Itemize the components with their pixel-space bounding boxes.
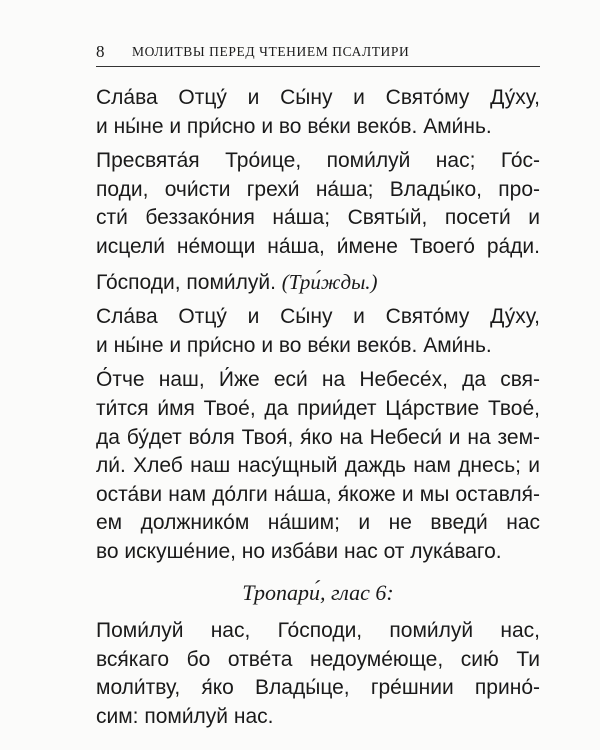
- text-line: [96, 268, 540, 298]
- lord-have-mercy-paragraph: [96, 268, 540, 298]
- text-line: и ны́не и при́сно и во ве́ки веко́в. Ами́нь.: [96, 333, 492, 357]
- section-heading: Тропари́, глас 6:: [242, 579, 394, 605]
- text-line: Поми́луй нас, Го́споди, поми́луй нас,: [96, 619, 540, 643]
- troparion-paragraph: [96, 617, 540, 731]
- line-text: Го́споди, поми́луй.: [96, 270, 276, 294]
- prayer-text: [96, 84, 540, 731]
- our-father-paragraph: [96, 366, 540, 566]
- glory-paragraph-repeat: [96, 303, 540, 360]
- rubric-thrice: (Три́жды.): [281, 269, 378, 294]
- text-line: поди, очи́сти грехи́ на́ша; Влады́ко, про-: [96, 177, 540, 201]
- text-line: во искуше́ние, но изба́ви нас от лука́ваго.: [96, 539, 502, 563]
- text-line: ем должнико́м на́шим; и не введи́ нас: [96, 511, 540, 535]
- text-line: О́тче наш, И́же еси́ на Небесе́х, да свя-: [96, 368, 540, 392]
- page-number: 8: [96, 42, 105, 61]
- text-line: сим: поми́луй нас.: [96, 704, 274, 728]
- running-title: МОЛИТВЫ ПЕРЕД ЧТЕНИЕМ ПСАЛТИРИ: [132, 44, 410, 59]
- text-line: Пресвята́я Тро́ице, поми́луй нас; Го́с-: [96, 149, 540, 173]
- text-line: и ны́не и при́сно и во ве́ки веко́в. Ами́нь.: [96, 114, 492, 138]
- text-line: Сла́ва Отцу́ и Сы́ну и Свято́му Ду́ху,: [96, 86, 540, 109]
- text-line: сти́ беззако́ния на́ша; Святы́й, посети́ и: [96, 206, 540, 230]
- text-line: да бу́дет во́ля Твоя́, я́ко на Небеси́ и на зем-: [96, 425, 540, 449]
- text-line: исцели́ не́мощи на́ша, и́мене Твоего́ ра́ди.: [96, 234, 540, 258]
- text-line: вся́каго бо отве́та недоуме́юще, сию́ Ти: [96, 647, 540, 671]
- text-line: Сла́ва Отцу́ и Сы́ну и Свято́му Ду́ху,: [96, 305, 540, 329]
- text-line: ти́тся и́мя Твое́, да прии́дет Ца́рствие Твое́,: [96, 396, 540, 420]
- text-line: ли́. Хлеб наш насу́щный даждь нам днесь; и: [96, 454, 540, 478]
- trinity-prayer-paragraph: [96, 147, 540, 261]
- page-header: [96, 40, 540, 67]
- glory-paragraph: [96, 84, 540, 141]
- text-line: оста́ви нам до́лги на́ша, я́коже и мы оставля́-: [96, 482, 540, 506]
- text-line: моли́тву, я́ко Влады́це, гре́шнии прино́-: [96, 676, 540, 700]
